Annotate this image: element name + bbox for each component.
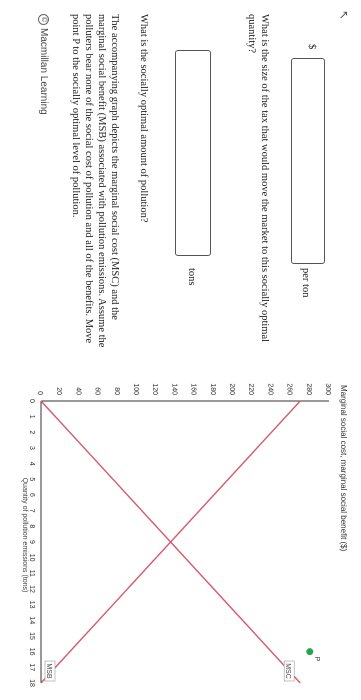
y-tick-label: 40 [74,387,82,395]
x-tick-label: 7 [28,508,35,513]
pollution-graph[interactable] [14,365,359,695]
question-intro: The accompanying graph depicts the marginal social cost (MSC) and the marginal social benefit (MSB) associated with pollution emissions. Assume the polluters bear none of the social cost of pollution and all of the benefits. Move point P to the socially optimal level of pollution. [70,14,120,348]
x-tick-label: 2 [28,430,35,435]
x-tick-label: 9 [28,540,35,544]
tax-currency-prefix: $ [306,44,317,50]
mouse-pointer-icon: ↖ [337,10,351,21]
x-tick-label: 14 [28,616,35,625]
optimal-amount-input[interactable] [175,50,211,256]
brand-header [38,14,49,115]
x-axis-label: Quantity of pollution emissions (tons) [21,477,28,593]
tax-size-unit: per ton [300,268,311,298]
x-tick-label: 1 [28,414,35,419]
x-tick-label: 11 [28,569,35,577]
x-tick-label: 4 [28,461,35,466]
y-tick-label: 140 [170,383,178,395]
x-tick-label: 18 [28,679,35,687]
x-tick-label: 6 [28,493,35,497]
x-tick-label: 16 [28,647,35,656]
msb-label: MSB [45,663,52,679]
chart-marks [41,401,320,683]
x-tick-label: 3 [28,446,35,450]
msc-label: MSC [284,663,292,679]
x-tick-label: 15 [28,632,35,640]
x-tick-label: 17 [28,663,35,672]
y-tick-label: 20 [55,387,63,395]
y-tick-label: 300 [324,383,331,395]
point-p-label: P [312,656,320,662]
y-tick-label: 220 [247,383,255,395]
y-tick-label: 80 [112,387,120,395]
y-tick-label: 60 [93,387,101,395]
y-tick-label: 240 [266,383,274,395]
axes [28,383,331,687]
y-tick-label: 260 [285,383,293,395]
point-p-marker [306,648,313,655]
brand-name: Macmillan Learning [38,28,49,115]
x-tick-label: 10 [28,553,35,562]
copyright-icon: © [38,14,49,25]
y-tick-label: 100 [132,383,139,395]
x-tick-label: 0 [28,399,35,403]
y-axis-label: Marginal social cost, marginal social benefit ($) [339,385,348,552]
y-tick-label: 0 [36,391,43,395]
question-tax-size: What is the size of the tax that would move the market to this socially optimal quantity? [246,14,270,343]
y-tick-label: 280 [304,383,312,395]
x-tick-label: 12 [28,585,35,593]
y-tick-label: 120 [151,383,159,395]
x-tick-label: 8 [28,524,35,529]
y-tick-label: 180 [208,383,216,395]
optimal-amount-unit: tons [186,268,197,286]
x-tick-label: 13 [28,600,35,609]
tax-size-input[interactable] [291,58,325,264]
y-tick-label: 200 [228,383,235,395]
y-tick-label: 160 [189,383,197,395]
x-tick-label: 5 [28,477,35,482]
question-optimal-amount: What is the socially optimal amount of pollution? [138,14,149,223]
